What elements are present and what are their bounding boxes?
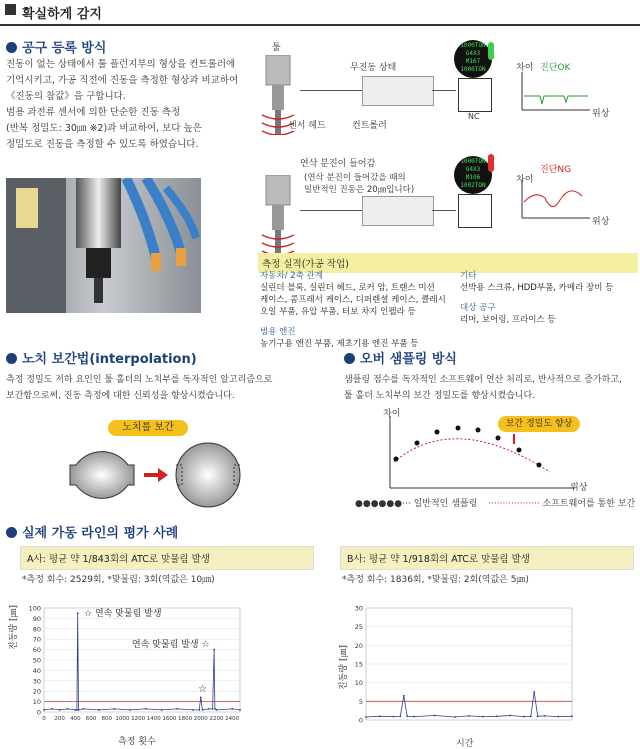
x-tick-label: 400: [70, 716, 81, 722]
notch-diagram: [68, 440, 248, 510]
notch-pill: 노치를 보간: [108, 420, 188, 436]
cable-line-3: [300, 210, 362, 211]
data-point: [403, 695, 405, 697]
cable-line-2: [432, 90, 456, 91]
data-point: [413, 716, 415, 718]
data-point: [78, 709, 80, 711]
x-tick-label: 2200: [209, 716, 224, 722]
x-tick-label: 2400: [225, 716, 240, 722]
ok-graph: [520, 72, 590, 112]
bullet-icon: [344, 353, 355, 364]
signal-light-red: [488, 154, 494, 172]
machine-photo: [6, 178, 201, 313]
chip-label: 연삭 분진이 들어감: [300, 159, 376, 169]
cable-line: [300, 90, 362, 91]
data-point: [482, 716, 484, 718]
results-title: 측정 실적(가공 작업): [258, 253, 638, 273]
signal-light-green: [488, 42, 494, 60]
ok-y-label: 차이: [516, 63, 534, 73]
data-point: [571, 715, 573, 717]
tool-label: 툴: [272, 43, 281, 53]
ng-status-label: 진단NG: [540, 165, 572, 175]
y-tick-label: 70: [32, 635, 41, 644]
oversampling-description: 샘플링 점수를 독자적인 소프트웨어 연산 처리로, 반사적으로 증가하고, 툴 홀더 노치부의 보간 정밀도를 향상시켰습니다.: [344, 375, 622, 401]
tool-holder-icon-2: [258, 175, 298, 255]
y-tick-label: 20: [32, 687, 41, 696]
nc-label: NC: [468, 112, 480, 121]
data-point: [200, 697, 202, 699]
y-tick-label: 0: [36, 708, 41, 717]
y-tick-label: 30: [32, 677, 41, 686]
x-tick-label: 1000: [115, 716, 130, 722]
star-icon: ☆: [198, 684, 207, 695]
y-tick-label: 10: [32, 698, 41, 707]
star-icon: ☆: [198, 640, 210, 650]
data-point: [43, 709, 45, 711]
x-tick-label: 1400: [146, 716, 161, 722]
y-tick-label: 10: [354, 679, 363, 688]
data-point: [523, 716, 525, 718]
data-point: [201, 709, 203, 711]
ng-y-label: 차이: [516, 175, 534, 185]
no-vibration-label: 무진동 상태: [350, 63, 397, 73]
ok-status-label: 진단OK: [540, 63, 571, 73]
data-point: [533, 691, 535, 693]
data-point: [98, 709, 100, 711]
page-header: [0, 0, 640, 26]
case-b-header: B사: 평균 약 1/918회의 ATC로 맞물림 발생: [340, 546, 634, 570]
page-title: 확실하게 감지: [22, 7, 102, 22]
series-line: [366, 692, 572, 717]
data-point: [114, 708, 116, 710]
bullet-icon: [6, 353, 17, 364]
data-point: [530, 715, 532, 717]
nc-box-2: [458, 194, 492, 228]
y-tick-label: 25: [354, 623, 363, 632]
oversampling-section-title: 오버 샘플링 방식: [344, 348, 457, 367]
evaluation-section-title: 실제 가동 라인의 평가 사례: [6, 522, 178, 541]
data-point: [192, 709, 194, 711]
case-a-x-label: 측정 횟수: [118, 737, 156, 747]
data-point: [208, 708, 210, 710]
x-tick-label: 1600: [162, 716, 177, 722]
x-tick-label: 0: [42, 716, 46, 722]
data-point: [406, 715, 408, 717]
controller-box: [362, 76, 434, 106]
nc-box: [458, 78, 492, 112]
y-tick-label: 15: [354, 660, 363, 669]
legend-general-icon: ●●●●●●···: [355, 499, 414, 509]
data-point: [176, 708, 178, 710]
data-point: [393, 716, 395, 718]
series-line: [44, 613, 240, 710]
y-tick-label: 40: [32, 666, 41, 675]
data-point: [161, 709, 163, 711]
data-point: [129, 709, 131, 711]
y-tick-label: 50: [32, 656, 41, 665]
data-point: [59, 709, 61, 711]
ok-x-label: 위상: [592, 109, 610, 119]
data-point: [537, 715, 539, 717]
data-point: [51, 708, 53, 710]
case-a-stats: *측정 회수: 2529회, *맞물림: 3회(역값은 10㎛): [22, 575, 215, 585]
led-display-top: 1000TON G4X3 M167 1000TON: [454, 40, 492, 78]
case-a-chart-wrap: [20, 600, 245, 740]
data-point: [212, 708, 214, 710]
header-square-icon: [5, 4, 16, 15]
led-display-bottom: 1000TON G4X3 M106 1002TON: [454, 156, 492, 194]
data-point: [379, 715, 381, 717]
sensor-head-label: 센서 헤드: [288, 121, 326, 131]
results-right: 기타 선박용 스크류, HDD부품, 카메라 장비 등 대상 공구 리머, 보어링, 프라이스 등: [460, 271, 614, 325]
data-point: [454, 716, 456, 718]
data-point: [214, 708, 216, 710]
notch-section-title: 노치 보간법(interpolation): [6, 348, 197, 367]
data-point: [213, 649, 215, 651]
data-point: [544, 715, 546, 717]
data-point: [468, 715, 470, 717]
star-icon: ☆: [84, 609, 95, 619]
oversampling-x-label: 위상: [570, 483, 588, 493]
x-tick-label: 600: [85, 716, 97, 722]
bullet-icon: [6, 527, 17, 538]
oversampling-graph: [380, 416, 580, 496]
data-point: [67, 708, 69, 710]
case-a-chart: [20, 600, 245, 740]
cable-line-4: [432, 210, 456, 211]
tool-section-title: 공구 등록 방식: [6, 37, 106, 56]
case-a-y-label: 진동량 [㎛]: [9, 605, 19, 650]
data-point: [145, 708, 147, 710]
controller-box-2: [362, 196, 434, 226]
oversampling-pill: 보간 정밀도 향상: [498, 416, 580, 432]
data-point: [557, 716, 559, 718]
y-tick-label: 5: [358, 697, 363, 706]
notch-description: 측정 정밀도 저하 요인인 툴 홀더의 노치부를 독자적인 알고리즘으로 보간함으로써, 진동 측정에 대한 신뢰성을 향상시켰습니다.: [6, 375, 273, 401]
case-b-stats: *측정 회수: 1836회, *맞물림: 2회(역값은 5㎛): [342, 575, 529, 585]
data-point: [74, 709, 76, 711]
oversampling-legend: ●●●●●●··· 일반적인 샘플링 ·················· 소프트웨어를 통한 보간: [355, 499, 636, 509]
bullet-icon: [6, 42, 17, 53]
tool-description: 진동이 없는 상태에서 툴 플런지부의 형상을 컨트롤러에 기억시키고, 가공 직전에 진동을 측정한 형상과 비교하여 《진동의 참값》을 구합니다. 범용 과전류 센서에 의한 단순한 진동 측정 (반복 정밀도: 30㎛ ※2)과 비교하여, 보다 높은 정밀도로 진동을 측정할 수 있도록 하였습니다.: [6, 59, 239, 150]
y-tick-label: 20: [354, 641, 363, 650]
y-tick-label: 60: [32, 646, 41, 655]
data-point: [399, 715, 401, 717]
data-point: [496, 715, 498, 717]
y-tick-label: 90: [32, 614, 41, 623]
data-point: [365, 716, 367, 718]
data-point: [82, 708, 84, 710]
ng-x-label: 위상: [592, 217, 610, 227]
x-tick-label: 1800: [178, 716, 193, 722]
legend-software-icon: ··················: [488, 499, 543, 509]
case-b-chart-wrap: [340, 600, 580, 738]
case-b-chart: [340, 600, 580, 738]
x-tick-label: 1200: [131, 716, 146, 722]
data-point: [216, 709, 218, 711]
y-tick-label: 80: [32, 625, 41, 634]
controller-label: 컨트롤러: [352, 121, 387, 131]
y-tick-label: 0: [358, 716, 363, 725]
x-tick-label: 800: [101, 716, 112, 722]
results-left: 자동차/ 2축 관계 실린더 블록, 실린더 헤드, 로커 암, 트랜스 미션 케이스, 콤프레서 케이스, 디퍼렌셜 케이스, 클레시 오일 부품, 유압 부품, 터보 차지 인펠라 등 범용 엔진 농기구용 엔진 부품, 제초기용 엔진 부품 등: [260, 271, 446, 349]
data-point: [231, 708, 233, 710]
chip-note: (연삭 분진이 들어갔을 때의 일반적인 진동은 20㎛입니다): [304, 173, 415, 195]
data-point: [198, 709, 200, 711]
data-point: [509, 715, 511, 717]
case-a-annotation-1: ☆ 연속 맞물림 발생: [84, 609, 162, 619]
oversampling-y-label: 차이: [383, 409, 401, 419]
data-point: [434, 715, 436, 717]
y-tick-label: 30: [354, 604, 363, 613]
case-b-y-label: 진동량 [㎛]: [339, 645, 349, 690]
ng-graph: [520, 180, 590, 220]
case-a-header: A사: 평균 약 1/843회의 ATC로 맞물림 발생: [20, 546, 314, 570]
data-point: [76, 709, 78, 711]
case-b-x-label: 시간: [456, 739, 474, 749]
y-tick-label: 100: [28, 604, 41, 613]
data-point: [77, 612, 79, 614]
data-point: [239, 709, 241, 711]
case-a-annotation-2: 연속 맞물림 발생 ☆: [132, 640, 210, 650]
x-tick-label: 200: [54, 716, 65, 722]
x-tick-label: 2000: [193, 716, 208, 722]
